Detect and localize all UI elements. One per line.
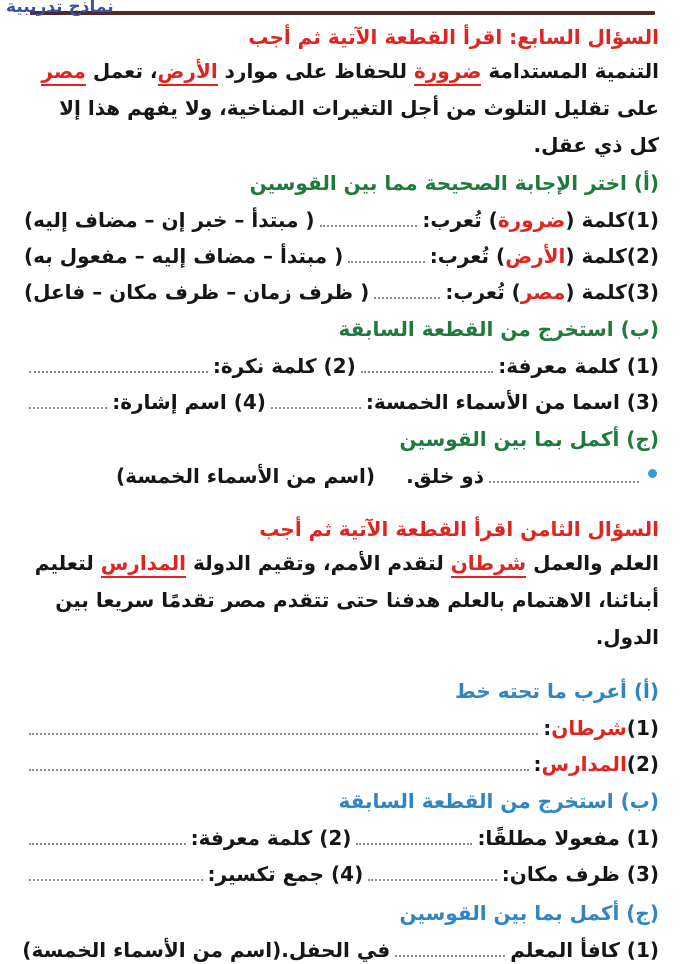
answer-blank (29, 843, 186, 845)
completion-text: في الحفل. (281, 938, 391, 962)
item-label: (2) كلمة نكرة: (212, 354, 356, 378)
item-number: (2) (626, 244, 659, 268)
item-keyword: ضرورة (497, 208, 566, 232)
q7-section-a-heading: (أ) اختر الإجابة الصحيحة مما بين القوسين (249, 171, 659, 195)
completion-text: ذو خلق. (406, 464, 484, 488)
item-colon: : (543, 716, 552, 740)
q8-section-c-heading: (ج) أكمل بما بين القوسين (399, 901, 659, 925)
q7-underlined-word-2: الأرض (158, 59, 218, 86)
q7-underlined-word-3: مصر (41, 59, 86, 86)
answer-blank (29, 371, 208, 373)
q7-passage-text: للحفاظ على موارد (217, 59, 414, 83)
q8-section-b-heading: (ب) استخرج من القطعة السابقة (338, 789, 659, 813)
answer-blank (271, 407, 361, 409)
q7-b-row-1 (24, 352, 659, 380)
q7-c-item (24, 462, 659, 490)
q7-section-b-heading: (ب) استخرج من القطعة السابقة (338, 317, 659, 341)
item-label: ) تُعرب: (429, 244, 506, 268)
item-options: ( مبتدأ – خبر إن – مضاف إليه) (24, 208, 315, 232)
item-label: (3) ظرف مكان: (501, 862, 659, 886)
item-number: (3) (626, 280, 659, 304)
q8-c-item (24, 936, 659, 964)
item-label: (1) كلمة معرفة: (498, 354, 659, 378)
item-label: (1) مفعولا مطلقًا: (477, 826, 659, 850)
item-label: (2) كلمة معرفة: (190, 826, 352, 850)
answer-blank (29, 769, 529, 771)
answer-blank (489, 481, 639, 483)
q8-underlined-word-1: شرطان (451, 551, 527, 578)
header-divider-rule (30, 11, 655, 15)
bullet-icon (648, 469, 657, 478)
item-colon: : (533, 752, 542, 776)
answer-blank (356, 843, 472, 845)
item-label: كلمة ( (565, 208, 627, 232)
q8-title: السؤال الثامن اقرأ القطعة الآتية ثم أجب (259, 517, 659, 541)
answer-blank (348, 261, 425, 263)
q7-title: السؤال السابع: اقرأ القطعة الآتية ثم أجب (248, 25, 659, 49)
item-keyword: المدارس (541, 752, 627, 776)
item-options: ( ظرف زمان – ظرف مكان – فاعل) (24, 280, 370, 304)
answer-blank (395, 955, 505, 957)
item-label: (4) جمع تكسير: (207, 862, 364, 886)
answer-blank (29, 407, 107, 409)
item-number: (1) (626, 716, 659, 740)
q8-a-item-1 (24, 714, 659, 742)
q7-b-row-2 (24, 388, 659, 416)
item-label: (4) اسم إشارة: (112, 390, 266, 414)
item-label: كلمة ( (565, 244, 627, 268)
item-keyword: مصر (520, 280, 566, 304)
q8-b-row-2 (24, 860, 659, 888)
item-label: ) تُعرب: (445, 280, 521, 304)
hint-text: (اسم من الأسماء الخمسة) (22, 938, 282, 962)
q7-section-c-heading: (ج) أكمل بما بين القوسين (399, 427, 659, 451)
q7-passage-text: التنمية المستدامة (481, 59, 659, 83)
item-label: (3) اسما من الأسماء الخمسة: (365, 390, 659, 414)
hint-text: (اسم من الأسماء الخمسة) (116, 464, 375, 488)
q7-passage-text: ، تعمل (85, 59, 158, 83)
q8-section-a-heading: (أ) أعرب ما تحته خط (455, 679, 659, 703)
item-keyword: الأرض (505, 244, 566, 268)
answer-blank (361, 371, 493, 373)
item-label: كلمة ( (565, 280, 627, 304)
q7-passage (24, 53, 659, 164)
answer-blank (320, 225, 418, 227)
item-number: (1) (626, 208, 659, 232)
answer-blank (29, 733, 538, 735)
q7-a-item-2 (24, 242, 659, 270)
q8-underlined-word-2: المدارس (101, 551, 186, 578)
q7-a-item-1 (24, 206, 659, 234)
q7-passage-text: على تقليل التلوث من أجل التغيرات المناخية، ولا يفهم هذا إلا كل ذي عقل. (59, 96, 659, 157)
item-number: (2) (626, 752, 659, 776)
answer-blank (29, 879, 203, 881)
q8-a-item-2 (24, 750, 659, 778)
q8-passage-text: العلم والعمل (526, 551, 659, 575)
answer-blank (368, 879, 497, 881)
item-keyword: شرطان (551, 716, 627, 740)
q8-passage-text: لتقدم الأمم، وتقيم الدولة (186, 551, 451, 575)
q8-passage (24, 545, 659, 656)
clipped-header-text: نماذج تدريبية (6, 0, 114, 17)
item-label: ) تُعرب: (422, 208, 498, 232)
q8-b-row-1 (24, 824, 659, 852)
q7-a-item-3 (24, 278, 659, 306)
q7-underlined-word-1: ضرورة (414, 59, 482, 86)
answer-blank (374, 297, 440, 299)
item-label: (1) كافأ المعلم (510, 938, 659, 962)
item-options: ( مبتدأ – مضاف إليه – مفعول به) (24, 244, 344, 268)
q8-passage-text: لتعليم أبنائنا، الاهتمام بالعلم هدفنا حتى تتقدم مصر تقدمًا سريعا بين الدول. (34, 551, 659, 649)
